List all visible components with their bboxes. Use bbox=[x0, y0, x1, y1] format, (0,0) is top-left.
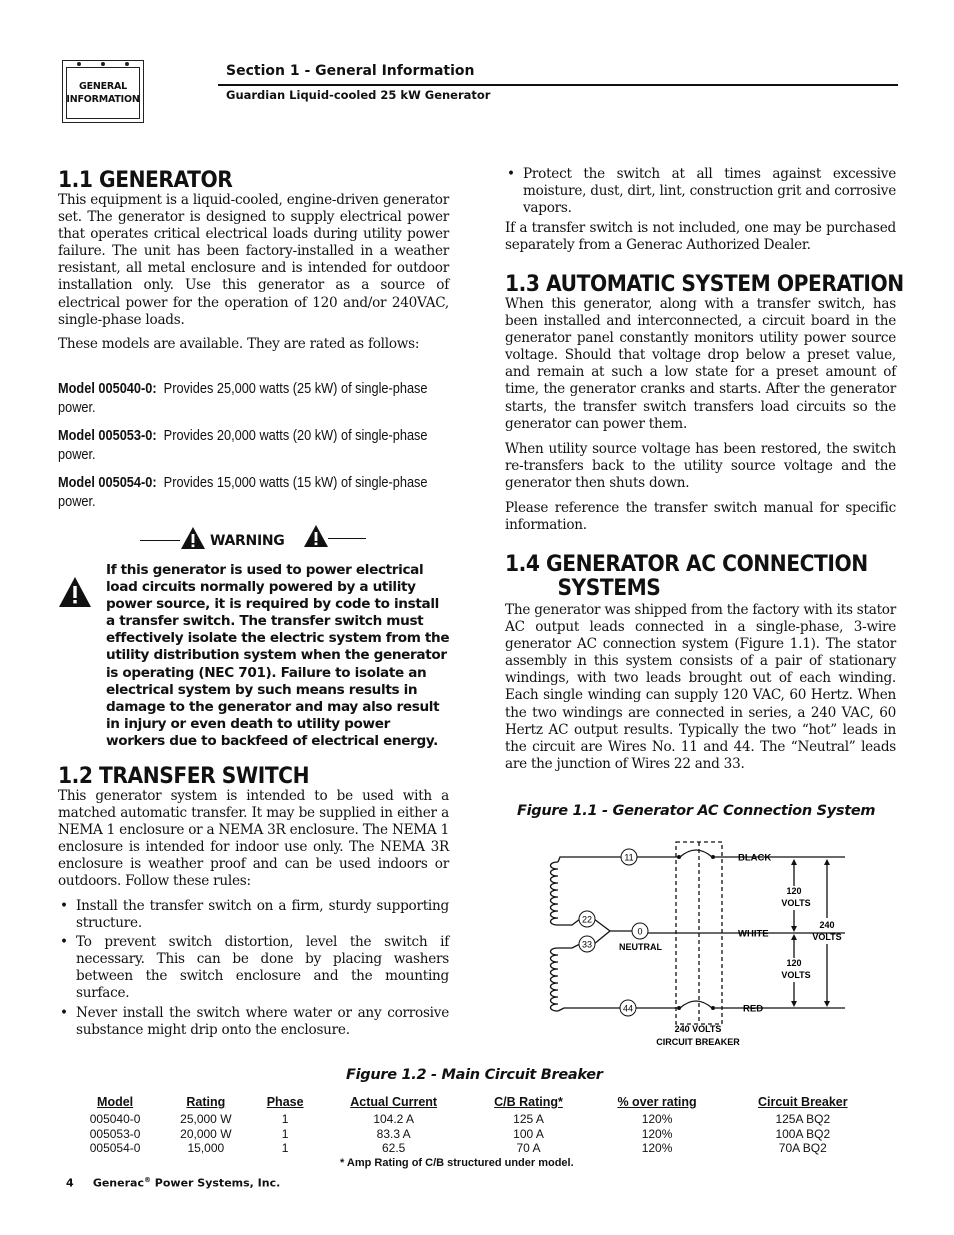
heading-1-4-line-1: 1.4 GENERATOR AC CONNECTION bbox=[505, 552, 868, 577]
voltage-unit-label: VOLTS bbox=[812, 932, 842, 942]
header-rule bbox=[218, 84, 898, 86]
table-cell: 005040-0 bbox=[89, 1112, 141, 1126]
model-label: Model 005053-0: bbox=[58, 428, 157, 444]
tab-dot bbox=[101, 62, 105, 66]
column-header: C/B Rating* bbox=[494, 1095, 563, 1109]
table-row bbox=[70, 1141, 880, 1156]
table-cell: 20,000 W bbox=[180, 1126, 232, 1141]
table-cell: 005054-0 bbox=[89, 1141, 141, 1155]
table-cell: 120% bbox=[641, 1126, 673, 1141]
wire-label: 11 bbox=[624, 852, 634, 863]
page-footer bbox=[66, 1176, 280, 1190]
wire-label: 33 bbox=[581, 939, 593, 950]
table-cell: 15,000 bbox=[187, 1141, 225, 1155]
paragraph-1-4-a: The generator was shipped from the factory with its stator AC output leads connected in a single-phase, 3-wire generator AC connection system (Figure 1.1). The stator assembly in this system consists of a pair of stationary windings, with two leads brought out of each winding. Each single winding can supply 120 VAC, 60 Hertz. When the two windings are connected in series, a 240 VAC, 60 Hertz AC output results. Typically the two “hot” leads in the circuit are Wires No. 11 and 44. The “Neutral” leads are the junction of Wires 22 and 33. bbox=[505, 602, 896, 772]
list-item bbox=[58, 898, 449, 932]
voltage-label: 120 bbox=[786, 958, 802, 968]
winding-upper bbox=[551, 862, 559, 925]
section-title: Section 1 - General Information bbox=[226, 63, 475, 79]
rules-list-continued bbox=[505, 166, 896, 219]
neutral-label: NEUTRAL bbox=[619, 942, 662, 952]
list-item bbox=[505, 166, 896, 217]
table-cell: 120% bbox=[641, 1112, 673, 1126]
section-tab-inner bbox=[66, 67, 140, 119]
heading-1-3: 1.3 AUTOMATIC SYSTEM OPERATION bbox=[505, 272, 904, 297]
document-subtitle: Guardian Liquid-cooled 25 kW Generator bbox=[226, 88, 491, 102]
ac-connection-diagram bbox=[540, 840, 860, 1052]
table-row bbox=[70, 1127, 880, 1142]
tab-dot bbox=[77, 62, 81, 66]
table-cell: 104.2 A bbox=[373, 1112, 415, 1126]
black-lead-label: BLACK bbox=[738, 852, 772, 864]
paragraph-1-3-c: Please reference the transfer switch manual for specific information. bbox=[505, 500, 896, 534]
table-cell: 125 A bbox=[513, 1112, 544, 1126]
table-cell: 1 bbox=[281, 1126, 289, 1141]
table-cell: 25,000 W bbox=[180, 1112, 232, 1126]
figure-1-1-caption: Figure 1.1 - Generator AC Connection System bbox=[517, 803, 876, 819]
heading-1-4-line-2: SYSTEMS bbox=[557, 576, 661, 601]
breaker-label-line-1: 240 VOLTS bbox=[674, 1024, 722, 1034]
voltage-unit-label: VOLTS bbox=[781, 898, 811, 908]
white-lead-label: WHITE bbox=[738, 928, 769, 940]
bullet-icon: • bbox=[60, 898, 68, 914]
registered-mark: ® bbox=[143, 1176, 151, 1184]
winding-lower bbox=[551, 948, 559, 1011]
table-cell: 120% bbox=[641, 1141, 673, 1155]
tab-line-1: GENERAL bbox=[78, 81, 128, 92]
table-cell: 100A BQ2 bbox=[775, 1126, 831, 1141]
wire-label: 44 bbox=[622, 1003, 634, 1014]
model-entry bbox=[58, 474, 447, 512]
company-name-rest: Power Systems, Inc. bbox=[150, 1176, 281, 1190]
model-entry bbox=[58, 427, 447, 465]
heading-1-4 bbox=[505, 553, 868, 601]
column-header: Rating bbox=[186, 1095, 226, 1109]
voltage-unit-label: VOLTS bbox=[781, 970, 811, 980]
section-tab bbox=[62, 60, 144, 123]
voltage-label: 120 bbox=[786, 886, 802, 896]
table-header-row bbox=[70, 1095, 880, 1112]
table-cell: 100 A bbox=[513, 1126, 544, 1141]
table-cell: 62.5 bbox=[382, 1141, 406, 1155]
bullet-icon: • bbox=[60, 934, 68, 951]
tab-line-2: INFORMATION bbox=[66, 94, 140, 105]
paragraph-1-1-a: This equipment is a liquid-cooled, engine-driven generator set. The generator is designed to supply electrical power that operates critical electrical loads during utility power failure. The unit has been factory-installed in a weather resistant, all metal enclosure and is intended for outdoor installation only. Use this generator as a source of electrical power for the operation of 120 and/or 240VAC, single-phase loads. bbox=[58, 192, 449, 328]
list-item-text: To prevent switch distortion, level the switch if necessary. This can be done by placing washers between the switch enclosure and the mounting surface. bbox=[76, 934, 449, 1002]
column-header: % over rating bbox=[617, 1095, 697, 1109]
table-footnote: * Amp Rating of C/B structured under model. bbox=[340, 1157, 574, 1169]
wire-label: 0 bbox=[637, 926, 643, 937]
model-text: Provides 25,000 watts (25 kW) of single-phase power. bbox=[58, 381, 428, 416]
warning-label: WARNING bbox=[210, 533, 285, 549]
figure-1-2-caption: Figure 1.2 - Main Circuit Breaker bbox=[346, 1067, 603, 1083]
model-entry bbox=[58, 380, 447, 418]
bullet-icon: • bbox=[507, 166, 515, 182]
warning-triangle-icon bbox=[180, 526, 206, 550]
table-cell: 70 A bbox=[516, 1141, 541, 1155]
list-item bbox=[58, 1005, 449, 1039]
bullet-icon: • bbox=[60, 1004, 68, 1021]
model-text: Provides 15,000 watts (15 kW) of single-phase power. bbox=[58, 475, 428, 510]
warning-text: If this generator is used to power electrical load circuits normally powered by a utility power source, it is required by code to install a transfer switch. The transfer switch must effectively isolate the electric system from the utility distribution system when the generator is operating (NEC 701). Failure to isolate an electrical system by such means results in damage to the generator and may also result in injury or even death to utility power workers due to backfeed of electrical energy. bbox=[106, 562, 450, 749]
column-header: Actual Current bbox=[350, 1095, 438, 1109]
paragraph-1-3-a: When this generator, along with a transfer switch, has been installed and interconnected, a circuit board in the generator panel constantly monitors utility power source voltage. Should that voltage drop below a preset value, and remain at such a low state for a preset amount of time, the generator cranks and starts. After the generator starts, the transfer switch transfers load circuits so the generator can power them. bbox=[505, 296, 896, 432]
table-row bbox=[70, 1112, 880, 1127]
paragraph-1-2-b: If a transfer switch is not included, one may be purchased separately from a Generac Authorized Dealer. bbox=[505, 220, 896, 254]
heading-1-1: 1.1 GENERATOR bbox=[58, 168, 233, 193]
table-cell: 1 bbox=[281, 1141, 289, 1155]
table-cell: 83.3 A bbox=[376, 1126, 411, 1141]
model-label: Model 005054-0: bbox=[58, 475, 157, 491]
red-lead-label: RED bbox=[743, 1003, 764, 1015]
wire-label: 22 bbox=[581, 914, 593, 925]
table-cell: 005053-0 bbox=[89, 1126, 141, 1141]
circuit-breaker-table bbox=[70, 1095, 880, 1156]
model-text: Provides 20,000 watts (20 kW) of single-phase power. bbox=[58, 428, 428, 463]
paragraph-1-3-b: When utility source voltage has been restored, the switch re-transfers back to the utility source voltage and the generator then shuts down. bbox=[505, 441, 896, 492]
warning-rule-right bbox=[328, 538, 366, 539]
heading-1-2: 1.2 TRANSFER SWITCH bbox=[58, 764, 310, 789]
column-header: Phase bbox=[266, 1095, 304, 1109]
table-cell: 1 bbox=[281, 1112, 289, 1126]
model-label: Model 005040-0: bbox=[58, 381, 157, 397]
list-item-text: Install the transfer switch on a firm, sturdy supporting structure. bbox=[76, 898, 449, 932]
table-cell: 70A BQ2 bbox=[778, 1141, 827, 1155]
rules-list bbox=[58, 898, 449, 1041]
page-number: 4 bbox=[66, 1176, 74, 1190]
warning-triangle-icon bbox=[303, 524, 329, 548]
column-header: Model bbox=[97, 1095, 134, 1109]
breaker-label-line-2: CIRCUIT BREAKER bbox=[656, 1037, 740, 1047]
list-item bbox=[58, 934, 449, 1002]
tab-dot bbox=[125, 62, 129, 66]
paragraph-1-1-b: These models are available. They are rated as follows: bbox=[58, 336, 420, 352]
list-item-text: Never install the switch where water or any corrosive substance might drip onto the enclosure. bbox=[76, 1004, 449, 1038]
list-item-text: Protect the switch at all times against excessive moisture, dust, dirt, lint, construction grit and corrosive vapors. bbox=[523, 166, 896, 217]
warning-rule-left bbox=[140, 540, 180, 541]
table-cell: 125A BQ2 bbox=[775, 1112, 831, 1126]
company-name: Generac bbox=[92, 1176, 144, 1190]
warning-triangle-icon bbox=[58, 576, 92, 608]
paragraph-1-2-a: This generator system is intended to be used with a matched automatic transfer. It may be supplied in either a NEMA 1 enclosure or a NEMA 3R enclosure. The NEMA 1 enclosure is intended for indoor use only. The NEMA 3R enclosure is weather proof and can be used indoors or outdoors. Follow these rules: bbox=[58, 788, 449, 890]
voltage-label: 240 bbox=[819, 920, 835, 930]
column-header: Circuit Breaker bbox=[757, 1095, 848, 1109]
